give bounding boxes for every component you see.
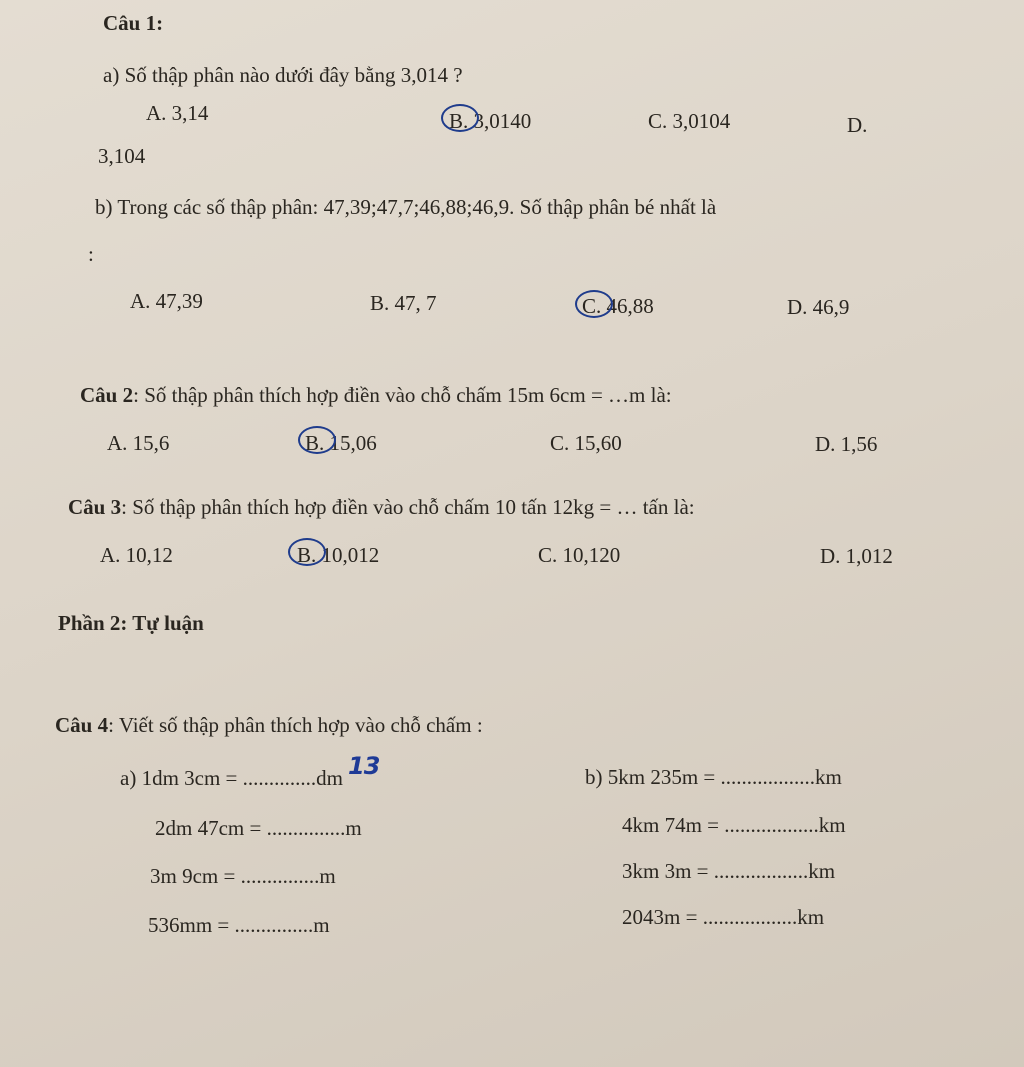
q4a-row-1 bbox=[120, 765, 343, 791]
q1a-option-b: B. 3,0140 bbox=[449, 109, 532, 133]
q4b-row-3-unit: km bbox=[808, 859, 836, 883]
q3-option-a: A. 10,12 bbox=[100, 543, 173, 567]
q4a-row-2-expr: 2dm 47cm = bbox=[155, 816, 262, 840]
q4b-row-2-blank: .................. bbox=[724, 813, 819, 837]
q1b-colon: : bbox=[88, 242, 94, 266]
q4a-row-1-expr: a) 1dm 3cm = bbox=[120, 766, 238, 790]
q4a-row-3-blank: ............... bbox=[240, 864, 320, 888]
q1-title: Câu 1: bbox=[103, 11, 164, 35]
q4b-row-2-expr: 4km 74m = bbox=[622, 813, 720, 837]
q1a-option-d: D. bbox=[847, 113, 868, 137]
q4b-row-3-expr: 3km 3m = bbox=[622, 859, 709, 883]
part2-title: Phần 2: Tự luận bbox=[58, 611, 204, 635]
q1b-option-d: D. 46,9 bbox=[787, 295, 850, 319]
q4a-row-2-blank: ............... bbox=[266, 816, 346, 840]
q3-label: Câu 3 bbox=[68, 495, 122, 519]
q4b-row-2-unit: km bbox=[818, 813, 846, 837]
q3-option-d: D. 1,012 bbox=[820, 544, 893, 568]
q4-text: : Viết số thập phân thích hợp vào chỗ chấm : bbox=[108, 713, 483, 737]
q4a-row-3-expr: 3m 9cm = bbox=[150, 864, 236, 888]
q4b-row-1-blank: .................. bbox=[720, 765, 816, 789]
q4b-row-4 bbox=[622, 904, 824, 930]
q4a-row-2 bbox=[155, 815, 362, 841]
q4b-row-1-unit: km bbox=[815, 765, 842, 789]
q2-label: Câu 2 bbox=[80, 383, 134, 407]
handwritten-answer: 13 bbox=[348, 752, 380, 780]
answer-circle-q1b bbox=[575, 290, 613, 318]
q4-label: Câu 4 bbox=[55, 713, 109, 737]
q4b-row-2 bbox=[622, 812, 846, 838]
q4a-row-3-unit: m bbox=[319, 864, 336, 888]
q1a-prompt: a) Số thập phân nào dưới đây bằng 3,014 ? bbox=[103, 63, 463, 87]
q1a-option-c: C. 3,0104 bbox=[648, 109, 731, 133]
q4b-row-1 bbox=[585, 764, 842, 790]
q3-question bbox=[68, 494, 695, 520]
q4a-row-1-unit: dm bbox=[316, 766, 343, 790]
q4a-row-4-blank: ............... bbox=[234, 913, 314, 937]
q4a-row-4 bbox=[148, 912, 330, 938]
q4a-row-1-blank: .............. bbox=[242, 766, 317, 790]
q1b-option-b: B. 47, 7 bbox=[370, 291, 437, 315]
q2-option-b: B. 15,06 bbox=[305, 431, 377, 455]
q4a-row-4-expr: 536mm = bbox=[148, 913, 230, 937]
q2-text: : Số thập phân thích hợp điền vào chỗ chấm 15m 6cm = …m là: bbox=[133, 383, 672, 407]
answer-circle-q2 bbox=[298, 426, 336, 454]
q1b-option-c: C. 46,88 bbox=[582, 294, 654, 318]
q3-option-c: C. 10,120 bbox=[538, 543, 621, 567]
q3-text: : Số thập phân thích hợp điền vào chỗ chấm 10 tấn 12kg = … tấn là: bbox=[121, 495, 695, 519]
q4a-row-2-unit: m bbox=[345, 816, 362, 840]
q4a-row-4-unit: m bbox=[313, 913, 330, 937]
q4b-row-3-blank: .................. bbox=[713, 859, 809, 883]
q2-option-c: C. 15,60 bbox=[550, 431, 622, 455]
q4b-row-4-blank: .................. bbox=[702, 905, 798, 929]
q4-question bbox=[55, 712, 483, 738]
q4b-row-4-expr: 2043m = bbox=[622, 905, 698, 929]
q2-question bbox=[80, 382, 672, 408]
q2-option-d: D. 1,56 bbox=[815, 432, 878, 456]
q4b-row-3 bbox=[622, 858, 835, 884]
q3-option-b: B. 10,012 bbox=[297, 543, 380, 567]
q1b-prompt: b) Trong các số thập phân: 47,39;47,7;46,88;46,9. Số thập phân bé nhất là bbox=[95, 195, 717, 219]
q1a-option-a: A. 3,14 bbox=[146, 101, 209, 125]
q2-option-a: A. 15,6 bbox=[107, 431, 170, 455]
q1a-option-d-value: 3,104 bbox=[98, 144, 146, 168]
answer-circle-q1a bbox=[441, 104, 479, 132]
q4b-row-1-expr: b) 5km 235m = bbox=[585, 765, 716, 789]
q4a-row-3 bbox=[150, 863, 336, 889]
q4b-row-4-unit: km bbox=[797, 905, 825, 929]
q1b-option-a: A. 47,39 bbox=[130, 289, 203, 313]
answer-circle-q3 bbox=[288, 538, 326, 566]
